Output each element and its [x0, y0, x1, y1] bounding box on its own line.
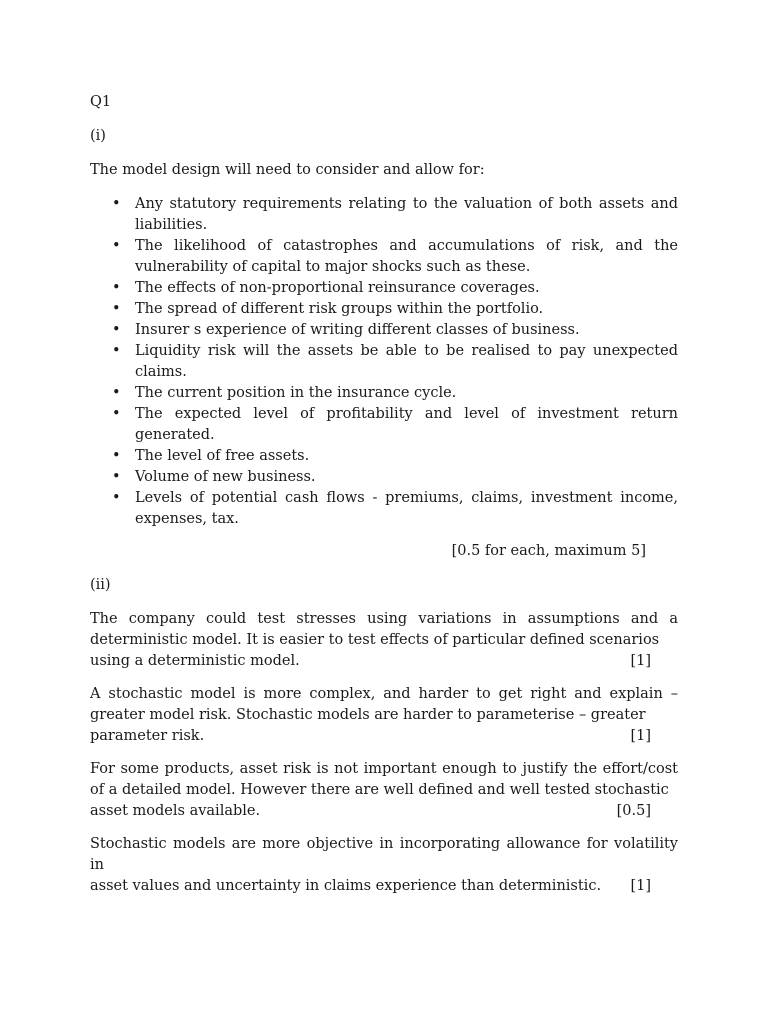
part-i-intro: The model design will need to consider and allow for: [90, 162, 485, 178]
paragraph-last-line-text: asset models available. [90, 803, 261, 819]
bullet-icon: • [112, 469, 121, 485]
list-item [90, 383, 678, 404]
bullet-icon: • [112, 448, 121, 464]
question-label: Q1 [90, 94, 112, 110]
mark-allocation: [1] [630, 653, 651, 669]
bullet-icon: • [112, 196, 121, 212]
bullet-icon: • [112, 385, 121, 401]
paragraph-text: The company could test stresses using variations in assumptions and a deterministic model. It is easier to test effects of particular defined scenarios [90, 611, 678, 648]
list-item [90, 320, 678, 341]
list-item [90, 278, 678, 299]
part-ii-paragraph-1 [90, 609, 678, 672]
paragraph-last-line-text: asset values and uncertainty in claims experience than deterministic. [90, 878, 602, 894]
mark-allocation: [0.5] [616, 803, 651, 819]
bullet-icon: • [112, 406, 121, 422]
list-item-text: Liquidity risk will the assets be able to be realised to pay unexpected claims. [135, 343, 678, 380]
list-item-text: The spread of different risk groups within the portfolio. [135, 301, 544, 317]
list-item-text: The expected level of profitability and level of investment return generated. [135, 406, 678, 443]
part-ii-paragraph-3 [90, 759, 678, 822]
list-item-text: Levels of potential cash flows - premiums, claims, investment income, expenses, tax. [135, 490, 678, 527]
list-item-text: The level of free assets. [135, 448, 310, 464]
part-i-label: (i) [90, 128, 106, 144]
mark-allocation: [1] [630, 878, 651, 894]
list-item-text: Insurer s experience of writing different classes of business. [135, 322, 580, 338]
part-ii-paragraph-2 [90, 684, 678, 747]
mark-allocation: [1] [630, 728, 651, 744]
part-ii-paragraph-4 [90, 834, 678, 897]
paragraph-text: For some products, asset risk is not important enough to justify the effort/cost of a detailed model. However there are well defined and well tested stochastic [90, 761, 678, 798]
list-item-text: Volume of new business. [135, 469, 316, 485]
bullet-icon: • [112, 490, 121, 506]
list-item-text: Any statutory requirements relating to the valuation of both assets and liabilities. [135, 196, 678, 233]
paragraph-last-line [90, 651, 678, 672]
list-item-text: The current position in the insurance cycle. [135, 385, 457, 401]
paragraph-last-line [90, 726, 678, 747]
paragraph-text: Stochastic models are more objective in incorporating allowance for volatility in [90, 836, 678, 873]
part-i-bullet-list [90, 194, 678, 530]
part-i-marks: [0.5 for each, maximum 5] [451, 543, 646, 559]
bullet-icon: • [112, 301, 121, 317]
list-item [90, 467, 678, 488]
list-item [90, 404, 678, 446]
paragraph-last-line-text: parameter risk. [90, 728, 205, 744]
paragraph-last-line [90, 801, 678, 822]
paragraph-last-line-text: using a deterministic model. [90, 653, 300, 669]
list-item [90, 299, 678, 320]
document-page [90, 92, 678, 909]
bullet-icon: • [112, 280, 121, 296]
paragraph-last-line [90, 876, 678, 897]
list-item [90, 488, 678, 530]
list-item [90, 236, 678, 278]
bullet-icon: • [112, 238, 121, 254]
list-item [90, 194, 678, 236]
part-ii-label: (ii) [90, 577, 111, 593]
list-item-text: The effects of non-proportional reinsurance coverages. [135, 280, 540, 296]
list-item [90, 341, 678, 383]
bullet-icon: • [112, 322, 121, 338]
list-item [90, 446, 678, 467]
bullet-icon: • [112, 343, 121, 359]
paragraph-text: A stochastic model is more complex, and harder to get right and explain – greater model risk. Stochastic models are harder to parameterise – greater [90, 686, 678, 723]
list-item-text: The likelihood of catastrophes and accumulations of risk, and the vulnerability of capital to major shocks such as these. [135, 238, 678, 275]
